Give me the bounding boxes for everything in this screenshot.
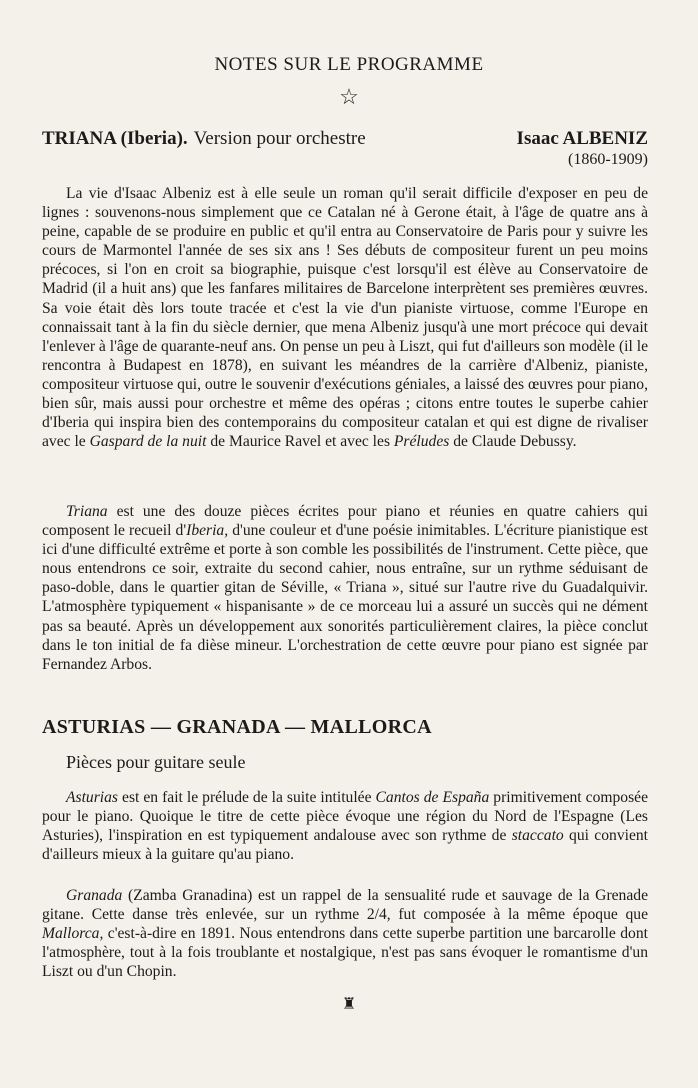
text-run: est une des douze pièces écrites pour piano et réunies en quatre cahiers qui composent le recueil d'	[42, 503, 648, 540]
work-reference: Cantos de España	[375, 789, 490, 806]
work-reference: Granada	[66, 887, 123, 904]
star-icon: ☆	[339, 85, 359, 110]
work-title: TRIANA (Iberia).	[42, 128, 188, 149]
term-reference: staccato	[511, 827, 564, 845]
work-heading	[42, 128, 648, 150]
paragraph-asturias	[42, 788, 648, 864]
text-run: de Maurice Ravel et avec les	[206, 433, 394, 451]
work-reference: Mallorca,	[42, 925, 104, 943]
text-run: c'est-à-dire en 1891. Nous entendrons dans cette superbe partition une barcarolle dont l'atmosphère, tout à la fois troublante et nostalgique, n'est pas sans évoquer le romantisme d'un Liszt ou d'un Chopin.	[42, 925, 648, 981]
work-reference: Iberia,	[186, 522, 229, 540]
composer-name: Isaac ALBENIZ	[516, 128, 648, 149]
paragraph-triana	[42, 502, 648, 674]
paragraph-biography	[42, 184, 648, 451]
text-run: de Claude Debussy.	[449, 433, 577, 451]
text-run: primitivement composée pour le piano. Quoique le titre de cette pièce évoque une région du Nord de l'Espagne (Les Asturies), l'inspiration en est typiquement andalouse avec son rythme de	[42, 789, 648, 845]
text-run: La vie d'Isaac Albeniz est à elle seule un roman qu'il serait difficile d'exposer en peu de lignes : souvenons-nous simplement que ce Catalan né à Gerone était, à l'âge de quatre ans à peine, capable de se produire en public et qu'il entra au Conservatoire de Paris pour y suivre les cours de Marmontel l'année de ses six ans ! Ses débuts de compositeur furent un peu moins précoces, si l'on en croit sa biographie, puisque c'est lorsqu'il est élève au Conservatoire de Madrid (il a huit ans) que les fanfares militaires de Barcelone interprètent ses premières œuvres. Sa voie était dès lors toute tracée et c'est la vie d'un pianiste virtuose, comme l'Europe en connaissait tant à la fin du siècle dernier, que mena Albeniz jusqu'à une mort précoce qui devait l'enlever à l'âge de quarante-neuf ans. On pense un peu à Liszt, qui fut d'ailleurs son modèle (il le rencontra à Budapest en 1878), en suivant les méandres de la carrière d'Albeniz, pianiste, compositeur virtuose qui, outre le souvenir d'exécutions géniales, a laissé des œuvres pour piano, bien sûr, mais aussi pour orchestre et même des opéras ; citons entre toutes le superbe cahier d'Iberia qui inspira bien des contemporains du compositeur catalan et qui est digne de rivaliser avec le	[42, 185, 648, 451]
page-title: NOTES SUR LE PROGRAMME	[214, 54, 484, 75]
text-run: est en fait le prélude de la suite intitulée	[118, 789, 376, 806]
work-reference: Préludes	[393, 433, 450, 451]
work-version: Version pour orchestre	[193, 128, 366, 149]
text-run: (Zamba Granadina) est un rappel de la sensualité rude et sauvage de la Grenade gitane. Cette danse très enlevée, sur un rythme 2/4, fut composée à la même époque que	[42, 887, 648, 924]
work-reference: Asturias	[66, 789, 118, 806]
composer-dates: (1860-1909)	[568, 151, 648, 168]
text-run: qui convient d'ailleurs mieux à la guitare qu'au piano.	[42, 827, 648, 864]
ornament-icon: ♜	[341, 994, 357, 1013]
text-run: d'une couleur et d'une poésie inimitables. L'écriture pianistique est ici d'une difficulté extrême et porte à son comble les possibilités de l'instrument. Cette pièce, que nous entendrons ce soir, extraite du second cahier, nous entraîne, sur un rythme séduisant de paso-doble, dans le quartier gitan de Séville, « Triana », situé sur l'autre rive du Guadalquivir. L'atmosphère typiquement « hispanisante » de ce morceau lui a assuré un succès qui ne dément pas sa beauté. Après un développement aux sonorités particulièrement claires, la pièce conclut dans le ton initial de fa dièse mineur. L'orchestration de cette œuvre pour piano est signée par Fernandez Arbos.	[42, 522, 648, 673]
work-reference: Gaspard de la nuit	[89, 433, 207, 451]
section-heading: ASTURIAS — GRANADA — MALLORCA	[42, 716, 432, 738]
work-reference: Triana	[66, 503, 108, 520]
paragraph-granada	[42, 886, 648, 981]
section-subheading: Pièces pour guitare seule	[66, 752, 246, 772]
